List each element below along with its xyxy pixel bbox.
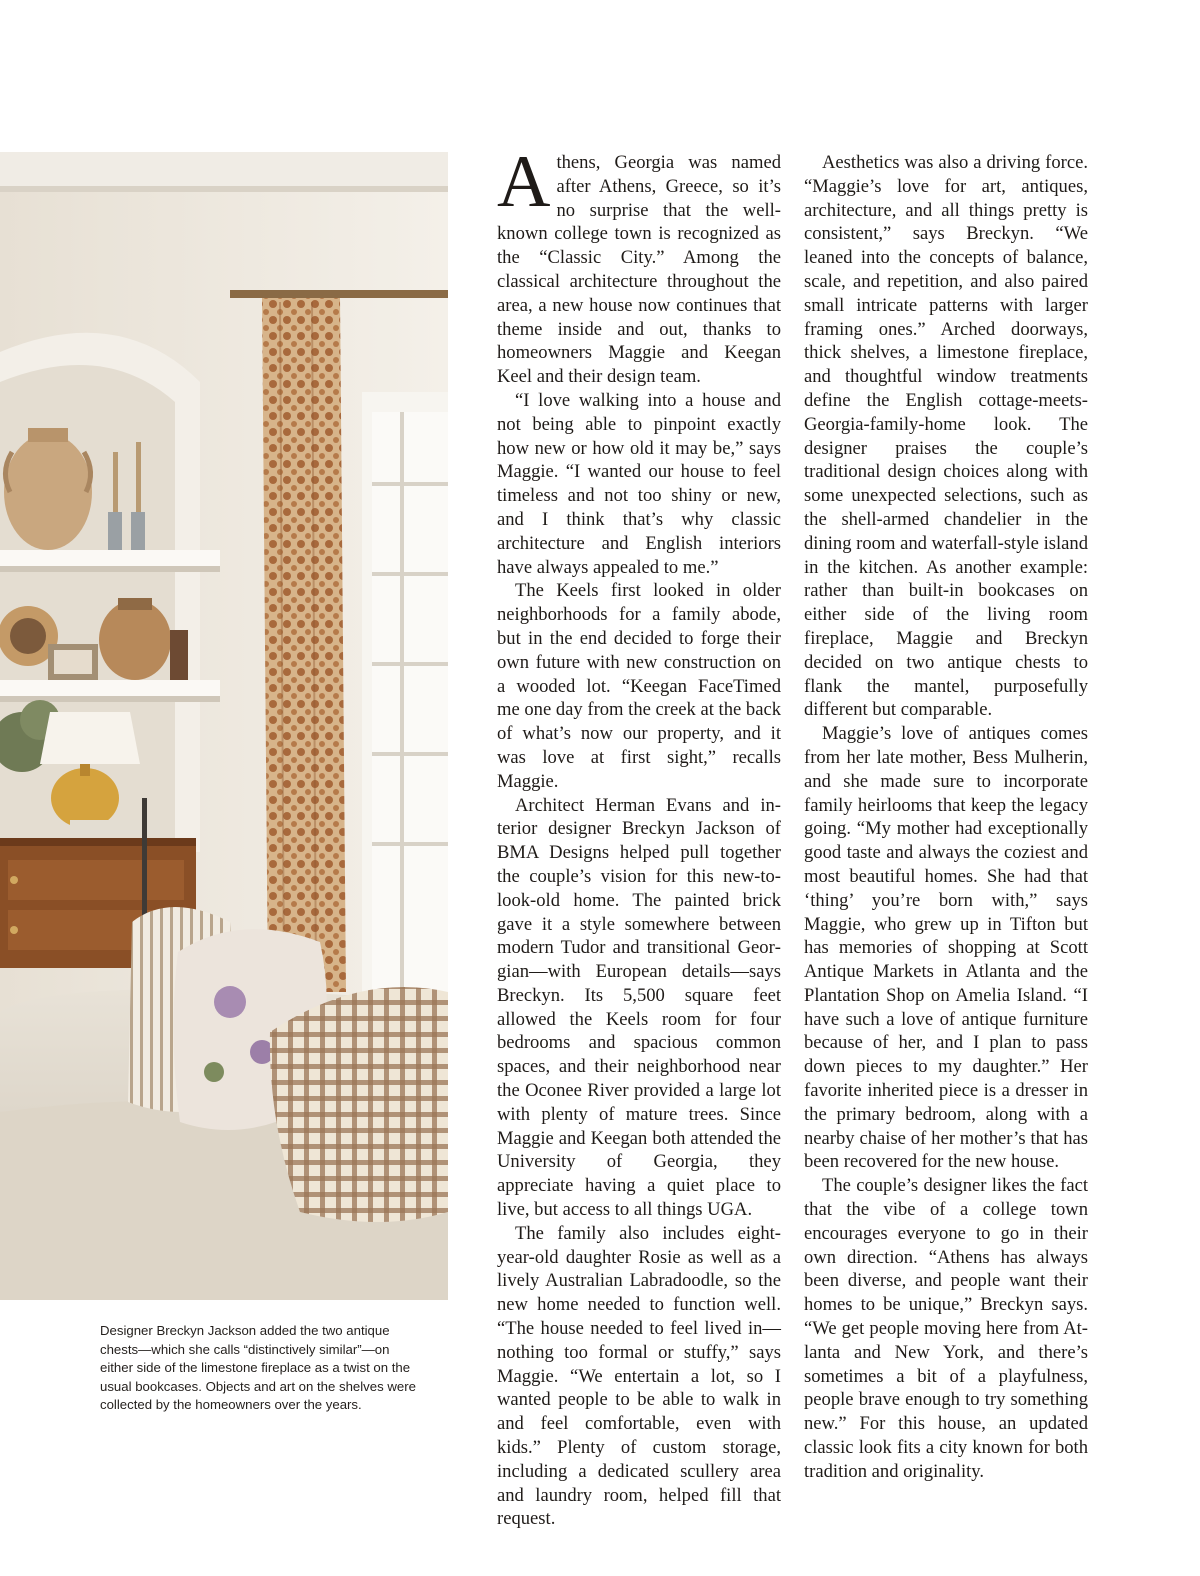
article-paragraph [497,141,781,389]
article-paragraph: Aesthetics was also a driving force. “Maggie’s love for art, antiques, architecture, and all things pretty is consistent,” says Breckyn. “We leaned into the concepts of balance, scale, and repetition, and also paired small intricate patterns with larger framing ones.” Arched doorways, thick shelves, a limestone fireplace, and thoughtful window treatments define the English cottage-meets-Georgia-family-home look. The designer praises the couple’s traditional design choices along with some unexpected selections, such as the shell-armed chandelier in the dining room and waterfall-style island in the kitchen. As another example: rather than built-in bookcases on either side of the living room fireplace, Maggie and Breckyn decided on two antique chests to flank the mantel, purposefully different but comparable. [804,152,1088,721]
article-column-1 [497,141,781,1531]
article-paragraph: Maggie’s love of antiques comes from her late mother, Bess Mulherin, and she made sure to incorporate family heirlooms that keep the legacy going. “My mother had exceptionally good taste and always the coziest and most beautiful homes. She had that ‘thing’ you’re born with,” says Maggie, who grew up in Tifton but has memories of shopping at Scott Antique Markets in Atlanta and the Plantation Shop on Amelia Island. “I have such a love of antique furniture because of her, and I plan to pass down pieces to my daughter.” Her favorite inherited piece is a dresser in the primary bedroom, along with a nearby chaise of her mother’s that has been recovered for the new house. [804,723,1088,1173]
photo-caption: Designer Breckyn Jackson added the two antique chests—which she calls “distinctively similar”—on either side of the limestone fireplace as a twist on the usual bookcases. Objects and art on the shelves were collected by the homeowners over the years. [100,1323,416,1412]
article-paragraph: “I love walking into a house and not being able to pinpoint exactly how new or how old it may be,” says Maggie. “I wanted our house to feel timeless and not too shiny or new, and I think that’s why classic architecture and English interiors have always appealed to me.” [497,389,781,578]
article-column-2 [804,151,1088,1484]
interior-photo-illustration [0,152,448,1300]
drop-cap: A [497,141,551,223]
article-paragraph: The family also includes eight-year-old daughter Rosie as well as a lively Australian Labradoodle, so the new home needed to function well. “The house needed to feel lived in—nothing too formal or stuffy,” says Maggie. “We entertain a lot, so I wanted people to be able to walk in and feel comfortable, even with kids.” Plenty of custom storage, including a dedicated scullery area and laundry room, helped fill that request. [497,1222,781,1530]
paragraph-text: thens, Georgia was named after Athens, Greece, so it’s no surprise that the well-known college town is recognized as the “Classic City.” Among the classical architecture throughout the area, a new house now continues that theme inside and out, thanks to homeowners Maggie and Keegan Keel and their design team. [497,152,781,388]
article-paragraph: The Keels first looked in older neighborhoods for a family abode, but in the end decided to forge their own future with new construction on a wooded lot. “Keegan FaceTimed me one day from the creek at the back of what’s now our property, and it was love at first sight,” recalls Maggie. [497,580,781,792]
interior-photo [0,152,448,1300]
article-paragraph: The couple’s designer likes the fact that the vibe of a college town encourages everyone to go in their own direction. “Athens has always been diverse, and people want their homes to be unique,” Breckyn says. “We get people moving here from Atlanta and New York, and there’s sometimes a bit of a playfulness, people brave enough to try something new.” For this house, an updated classic look fits a city known for both tradition and originality. [804,1175,1088,1482]
article-paragraph: Architect Herman Evans and interior designer Breckyn Jackson of BMA Designs helped pull together the couple’s vision for this new-to-look-old home. The painted brick gave it a style somewhere between modern Tudor and transitional Georgian—with European details—says Breckyn. Its 5,500 square feet allowed the Keels room for four bedrooms and spacious common spaces, and their neighborhood near the Oconee River provided a large lot with plenty of mature trees. Since Maggie and Keegan both attended the University of Georgia, they appreciate having a quiet place to live, but access to all things UGA. [497,794,781,1221]
